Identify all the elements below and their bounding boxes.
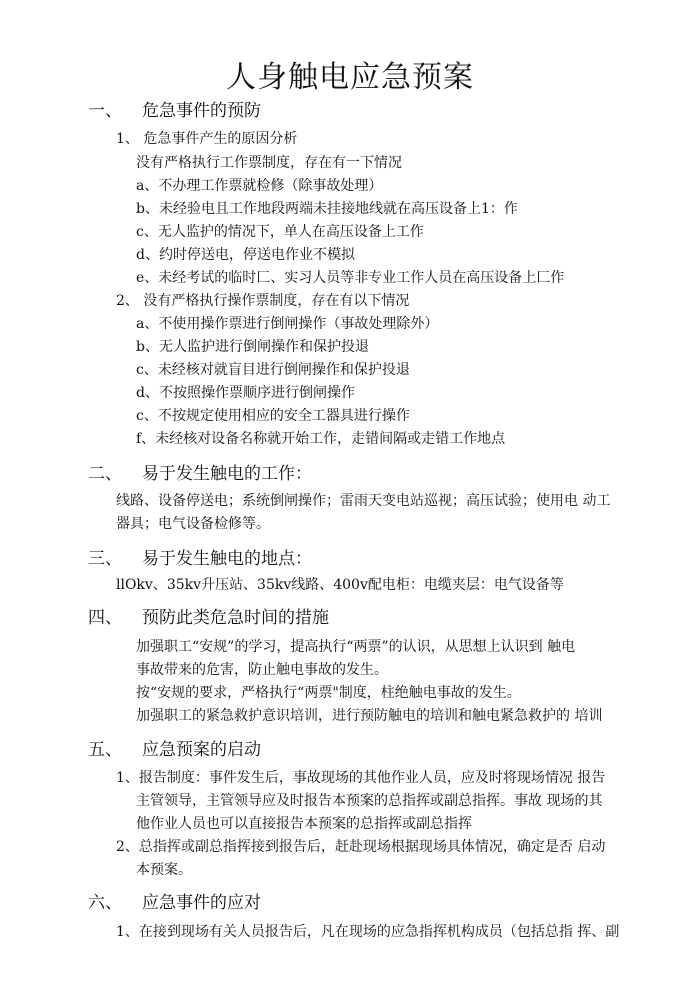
- section-number: 二、: [88, 464, 122, 484]
- list-item: d、约时停送电，停送电作业不模拟: [136, 247, 355, 263]
- section-number: 四、: [88, 608, 122, 628]
- list-item: f、未经核对设备名称就开始工作，走错间隔或走错工作地点: [136, 431, 506, 447]
- paragraph-line: 2、总指挥或副总指挥接到报告后，赶赴现场根据现场具体情况，确定是否 启动: [116, 839, 606, 855]
- subsection-number: 1、: [116, 131, 139, 147]
- paragraph-line: llOkv、35kv升压站、35kv线路、400v配电柜：电缆夹层：电气设备等: [116, 577, 564, 593]
- section-number: 六、: [88, 893, 122, 913]
- paragraph-line: 1、报告制度：事件发生后，事故现场的其他作业人员，应及时将现场情况 报告: [116, 770, 606, 786]
- section-1-heading: [88, 96, 261, 121]
- list-item: a、不办理工作票就检修（除事故处理）: [136, 178, 383, 194]
- list-item: d、不按照操作票顺序进行倒闸操作: [136, 385, 355, 401]
- paragraph-line: 线路、设备停送电；系统倒闸操作；雷雨天变电站巡视；高压试验；使用电 动工: [116, 493, 611, 509]
- paragraph: 没有严格执行工作票制度，存在有一下情况: [136, 155, 402, 171]
- section-6-heading: [88, 888, 261, 913]
- section-title: 应急预案的启动: [142, 740, 261, 760]
- section-title: 预防此类危急时间的措施: [142, 608, 329, 628]
- section-title: 易于发生触电的地点：: [142, 549, 312, 569]
- list-item: a、不使用操作票进行倒闸操作（事故处理除外）: [136, 316, 439, 332]
- section-number: 一、: [88, 101, 122, 121]
- subsection-number: 2、: [116, 293, 139, 309]
- list-item: c、未经核对就盲目进行倒闸操作和保护投退: [136, 362, 410, 378]
- section-5-heading: [88, 735, 261, 760]
- paragraph-line: 事故带来的危害，防止触电事故的发生。: [136, 662, 388, 678]
- section-title: 应急事件的应对: [142, 893, 261, 913]
- list-item: e、未经考试的临时匚、实习人员等非专业工作人员在高压设备上匚作: [136, 270, 565, 286]
- subsection-label: 危急事件产生的原因分析: [143, 131, 298, 147]
- paragraph-line: 器具；电气设备检修等。: [116, 516, 270, 532]
- section-3-heading: [88, 544, 312, 569]
- section-title: 危急事件的预防: [142, 101, 261, 121]
- section-4-heading: [88, 603, 329, 628]
- paragraph-line: 主管领导，主管领导应及时报告本预案的总指挥或副总指挥。事故 现场的其: [136, 793, 603, 809]
- list-item: b、未经验电且工作地段两端未挂接地线就在高压设备上1：作: [136, 201, 518, 217]
- paragraph-line: 按“安规的要求，严格执行“两票"制度，柱绝触电事故的发生。: [136, 685, 521, 701]
- paragraph-line: 加强职工的紧急救护意识培训，进行预防触电的培训和触电紧急救护的 培训: [136, 708, 603, 724]
- list-item: c、无人监护的情况下，单人在高压设备上工作: [136, 224, 424, 240]
- section-number: 五、: [88, 740, 122, 760]
- list-item: c、不按规定使用相应的安全工器具进行操作: [136, 408, 410, 424]
- list-item: b、无人监护进行倒闸操作和保护投退: [136, 339, 369, 355]
- paragraph-line: 1、在接到现场有关人员报告后，凡在现场的应急指挥机构成员（包括总指 挥、副: [116, 924, 620, 940]
- paragraph-line: 加强职工“安规”的学习，提高执行“两票”的认识，从思想上认识到 触电: [136, 639, 576, 655]
- section-2-heading: [88, 459, 312, 484]
- paragraph-line: 本预案。: [136, 862, 192, 878]
- subsection-label: 没有严格执行操作票制度，存在有以下情况: [143, 293, 410, 309]
- subsection-1: [116, 128, 297, 148]
- document-title: 人身触电应急预案: [226, 60, 474, 95]
- section-title: 易于发生触电的工作：: [142, 464, 312, 484]
- subsection-2: [116, 290, 409, 310]
- section-number: 三、: [88, 549, 122, 569]
- paragraph-line: 他作业人员也可以直接报告本预案的总指挥或副总指挥: [136, 816, 472, 832]
